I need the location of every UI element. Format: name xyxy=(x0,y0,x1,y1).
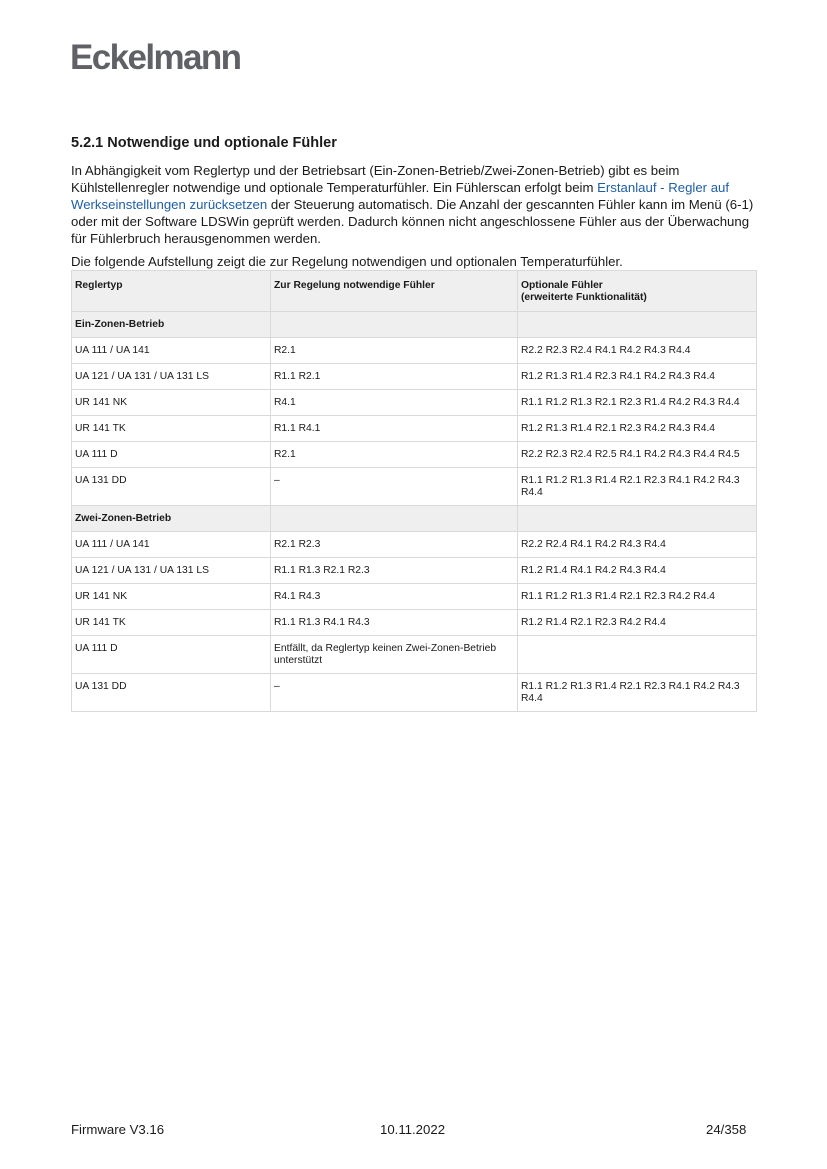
cell-type: UR 141 NK xyxy=(72,584,271,610)
cell-optional: R2.2 R2.3 R2.4 R2.5 R4.1 R4.2 R4.3 R4.4 R4.5 xyxy=(518,442,757,468)
table-row xyxy=(72,558,757,584)
cell-type: UA 121 / UA 131 / UA 131 LS xyxy=(72,364,271,390)
cell-type: UA 131 DD xyxy=(72,674,271,712)
table-row xyxy=(72,442,757,468)
cell-optional: R2.2 R2.3 R2.4 R4.1 R4.2 R4.3 R4.4 xyxy=(518,338,757,364)
cell-required: R4.1 xyxy=(271,390,518,416)
cell-optional: R1.2 R1.4 R2.1 R2.3 R4.2 R4.4 xyxy=(518,610,757,636)
eckelmann-logo: Eckelmann xyxy=(70,38,241,77)
header-optional-line1: Optionale Fühler xyxy=(521,280,603,291)
footer-date: 10.11.2022 xyxy=(380,1122,446,1137)
cell-required: R4.1 R4.3 xyxy=(271,584,518,610)
cell-optional: R1.1 R1.2 R1.3 R1.4 R2.1 R2.3 R4.1 R4.2 R4.3 R4.4 xyxy=(518,674,757,712)
cell-type: UA 111 / UA 141 xyxy=(72,532,271,558)
table-row xyxy=(72,364,757,390)
header-optional-line2: (erweiterte Funktionalität) xyxy=(521,292,647,303)
table-row xyxy=(72,390,757,416)
header-required-sensors: Zur Regelung notwendige Fühler xyxy=(271,271,518,312)
table-header-row xyxy=(72,271,757,312)
intro-paragraph xyxy=(71,162,757,247)
cell-optional: R1.2 R1.3 R1.4 R2.1 R2.3 R4.2 R4.3 R4.4 xyxy=(518,416,757,442)
table-row xyxy=(72,610,757,636)
header-optional-sensors xyxy=(518,271,757,312)
cell-required: – xyxy=(271,468,518,506)
table-row xyxy=(72,532,757,558)
group-title: Zwei-Zonen-Betrieb xyxy=(72,506,271,532)
table-row xyxy=(72,468,757,506)
table-row xyxy=(72,636,757,674)
table-lead-text: Die folgende Aufstellung zeigt die zur Regelung notwendigen und optionalen Temperaturfühler. xyxy=(71,254,623,269)
table-row xyxy=(72,584,757,610)
cell-type: UR 141 TK xyxy=(72,416,271,442)
intro-text-part1: In Abhängigkeit vom Reglertyp und der Betriebsart (Ein-Zonen-Betrieb/Zwei-Zonen-Betrieb) gibt es beim Kühlstellenregler notwendige und optionale Temperaturfühler. Ein Fühlerscan erfolgt beim xyxy=(71,163,680,195)
cell-required: R2.1 xyxy=(271,442,518,468)
group-empty-cell xyxy=(271,506,518,532)
cell-optional: R1.1 R1.2 R1.3 R1.4 R2.1 R2.3 R4.1 R4.2 R4.3 R4.4 xyxy=(518,468,757,506)
erstanlauf-link[interactable]: Erstanlauf - Regler auf Werkseinstellungen zurücksetzen xyxy=(71,180,730,212)
cell-optional xyxy=(518,636,757,674)
footer-page-number: 24/358 xyxy=(706,1122,747,1137)
sensor-table xyxy=(71,270,757,712)
cell-type: UR 141 NK xyxy=(72,390,271,416)
table-row xyxy=(72,338,757,364)
group-title: Ein-Zonen-Betrieb xyxy=(72,312,271,338)
cell-required: R1.1 R1.3 R2.1 R2.3 xyxy=(271,558,518,584)
cell-type: UA 131 DD xyxy=(72,468,271,506)
cell-type: UA 111 D xyxy=(72,636,271,674)
footer-firmware: Firmware V3.16 xyxy=(71,1122,165,1137)
header-reglertyp: Reglertyp xyxy=(72,271,271,312)
cell-required: R1.1 R1.3 R4.1 R4.3 xyxy=(271,610,518,636)
intro-text-part2: der Steuerung automatisch. Die Anzahl der gescannten Fühler kann im Menü (6-1) oder mit der Software LDSWin geprüft werden. Dadurch können nicht angeschlossene Fühler aus der Überwachung für Fühlerbruch herausgenommen werden. xyxy=(71,197,754,246)
cell-required: R1.1 R2.1 xyxy=(271,364,518,390)
cell-required: R2.1 R2.3 xyxy=(271,532,518,558)
cell-optional: R1.1 R1.2 R1.3 R2.1 R2.3 R1.4 R4.2 R4.3 R4.4 xyxy=(518,390,757,416)
group-empty-cell xyxy=(271,312,518,338)
cell-type: UA 121 / UA 131 / UA 131 LS xyxy=(72,558,271,584)
cell-optional: R2.2 R2.4 R4.1 R4.2 R4.3 R4.4 xyxy=(518,532,757,558)
cell-type: UR 141 TK xyxy=(72,610,271,636)
cell-type: UA 111 / UA 141 xyxy=(72,338,271,364)
table-row xyxy=(72,674,757,712)
cell-required: R1.1 R4.1 xyxy=(271,416,518,442)
cell-optional: R1.2 R1.4 R4.1 R4.2 R4.3 R4.4 xyxy=(518,558,757,584)
cell-required: Entfällt, da Reglertyp keinen Zwei-Zonen-Betrieb unterstützt xyxy=(271,636,518,674)
cell-required: – xyxy=(271,674,518,712)
section-heading: 5.2.1 Notwendige und optionale Fühler xyxy=(71,135,337,151)
group-empty-cell xyxy=(518,506,757,532)
table-row xyxy=(72,416,757,442)
cell-required: R2.1 xyxy=(271,338,518,364)
cell-type: UA 111 D xyxy=(72,442,271,468)
cell-optional: R1.1 R1.2 R1.3 R1.4 R2.1 R2.3 R4.2 R4.4 xyxy=(518,584,757,610)
group-row-zwei-zonen xyxy=(72,506,757,532)
group-empty-cell xyxy=(518,312,757,338)
cell-optional: R1.2 R1.3 R1.4 R2.3 R4.1 R4.2 R4.3 R4.4 xyxy=(518,364,757,390)
group-row-ein-zonen xyxy=(72,312,757,338)
